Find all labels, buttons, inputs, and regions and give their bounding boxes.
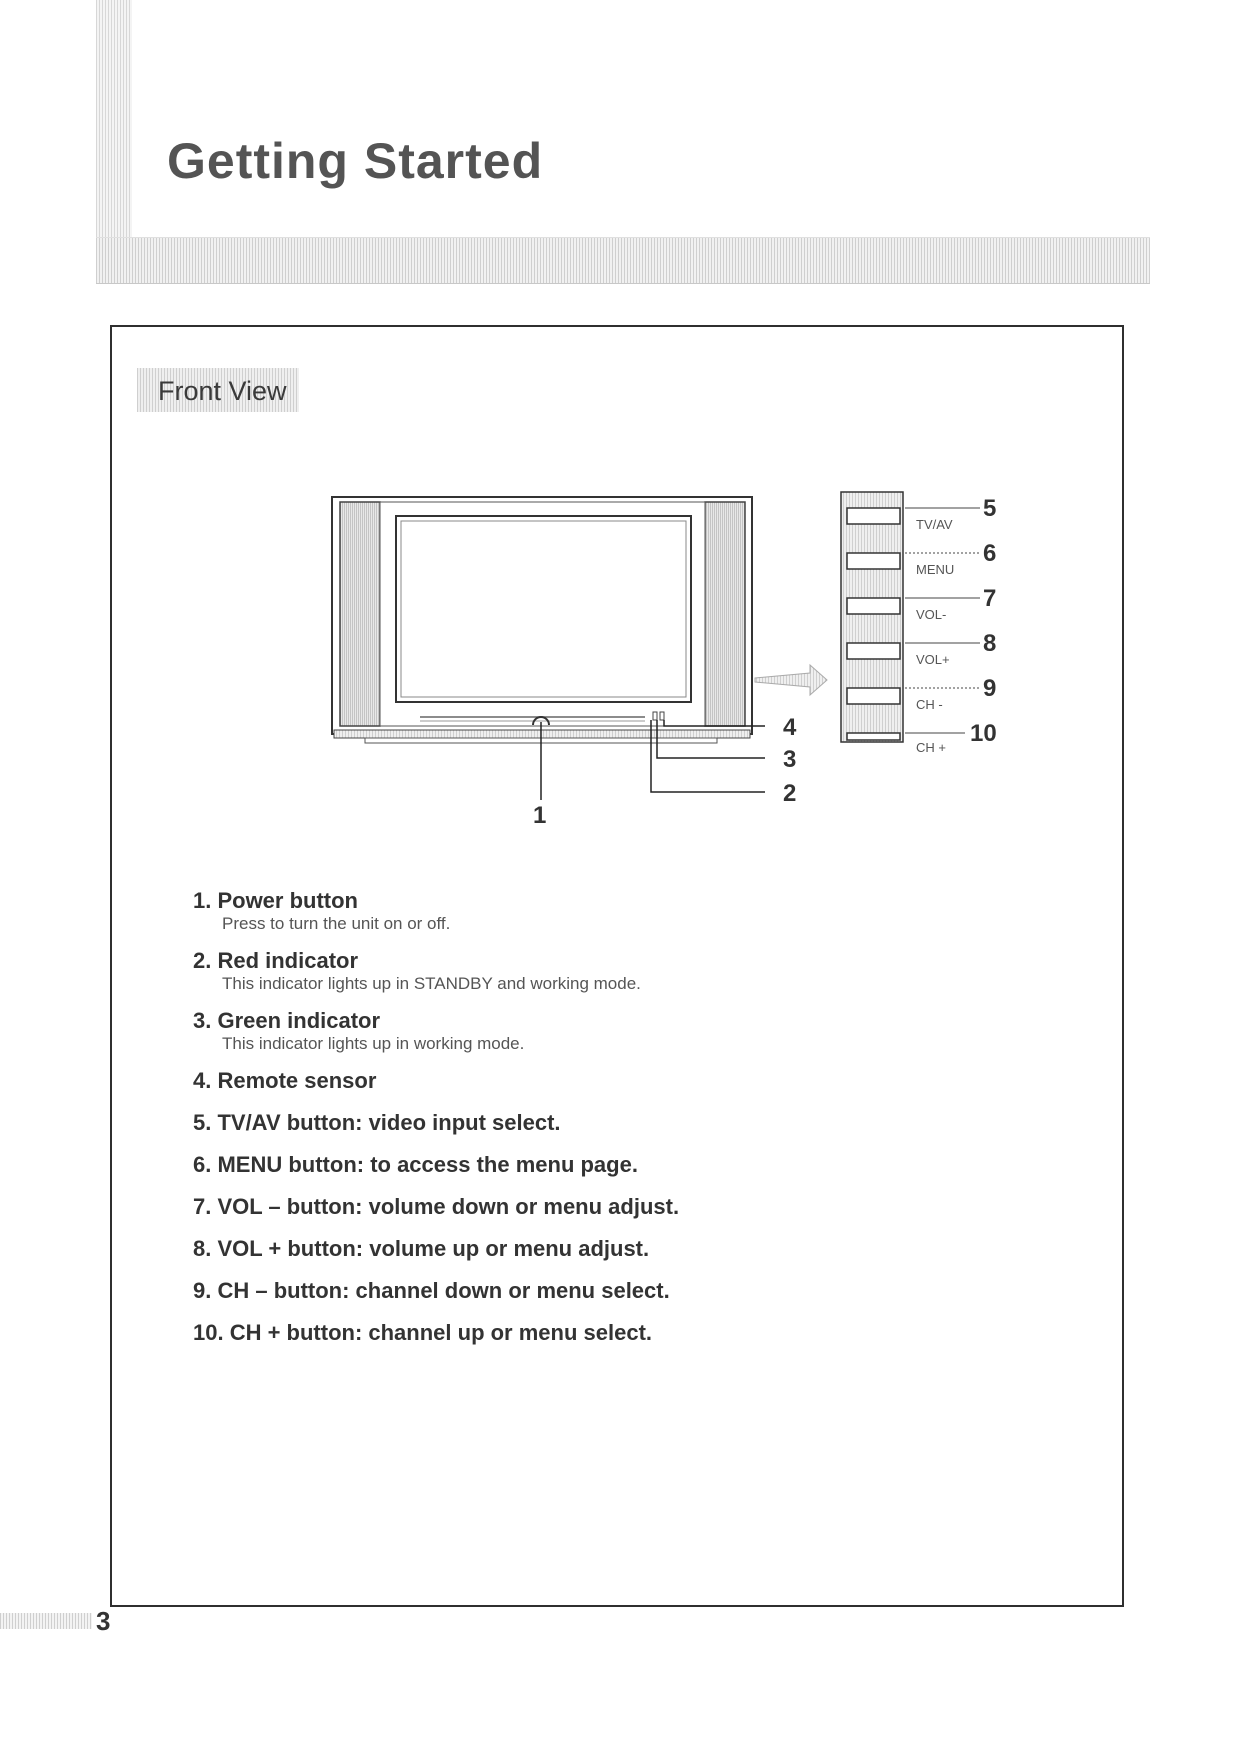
control-label-menu: MENU [916,562,955,577]
tv-body [332,497,752,743]
item-desc: This indicator lights up in STANDBY and working mode. [222,974,641,993]
control-label-ch-plus: CH + [916,740,946,755]
list-item [193,1152,1073,1178]
list-item [193,1008,1073,1054]
list-item [193,1194,1073,1220]
item-desc: This indicator lights up in working mode. [222,1034,525,1053]
list-item [193,1068,1073,1094]
panel-arrow [755,665,827,695]
page-number: 3 [96,1606,111,1636]
callout-9: 9 [983,675,997,702]
control-label-tvav: TV/AV [916,517,953,532]
item-title: 4. Remote sensor [193,1068,377,1093]
list-item [193,888,1073,934]
callout-4: 4 [783,714,797,741]
callout-3: 3 [783,746,797,773]
item-title: 2. Red indicator [193,948,359,973]
page-title: Getting Started [167,133,544,189]
callout-10: 10 [970,720,997,747]
item-title: 10. CH + button: channel up or menu select. [193,1320,653,1345]
item-title: 7. VOL – button: volume down or menu adjust. [193,1194,680,1219]
callout-5: 5 [983,495,997,522]
section-heading: Front View [158,376,287,406]
list-item [193,1320,1073,1346]
callout-2: 2 [783,780,797,807]
callout-8: 8 [983,630,997,657]
control-label-vol-plus: VOL+ [916,652,950,667]
control-label-ch-minus: CH - [916,697,943,712]
feature-list [193,888,1073,1362]
item-title: 8. VOL + button: volume up or menu adjust. [193,1236,650,1261]
list-item [193,1236,1073,1262]
item-title: 3. Green indicator [193,1008,381,1033]
item-desc: Press to turn the unit on or off. [222,914,451,933]
callout-1: 1 [533,802,547,829]
callout-7: 7 [983,585,997,612]
page-number-stripe [0,1613,92,1629]
item-title: 1. Power button [193,888,358,913]
list-item [193,1110,1073,1136]
item-title: 9. CH – button: channel down or menu select. [193,1278,670,1303]
control-panel [841,492,903,742]
item-title: 5. TV/AV button: video input select. [193,1110,561,1135]
control-label-vol-minus: VOL- [916,607,947,622]
list-item [193,1278,1073,1304]
callout-6: 6 [983,540,997,567]
item-title: 6. MENU button: to access the menu page. [193,1152,638,1177]
list-item [193,948,1073,994]
